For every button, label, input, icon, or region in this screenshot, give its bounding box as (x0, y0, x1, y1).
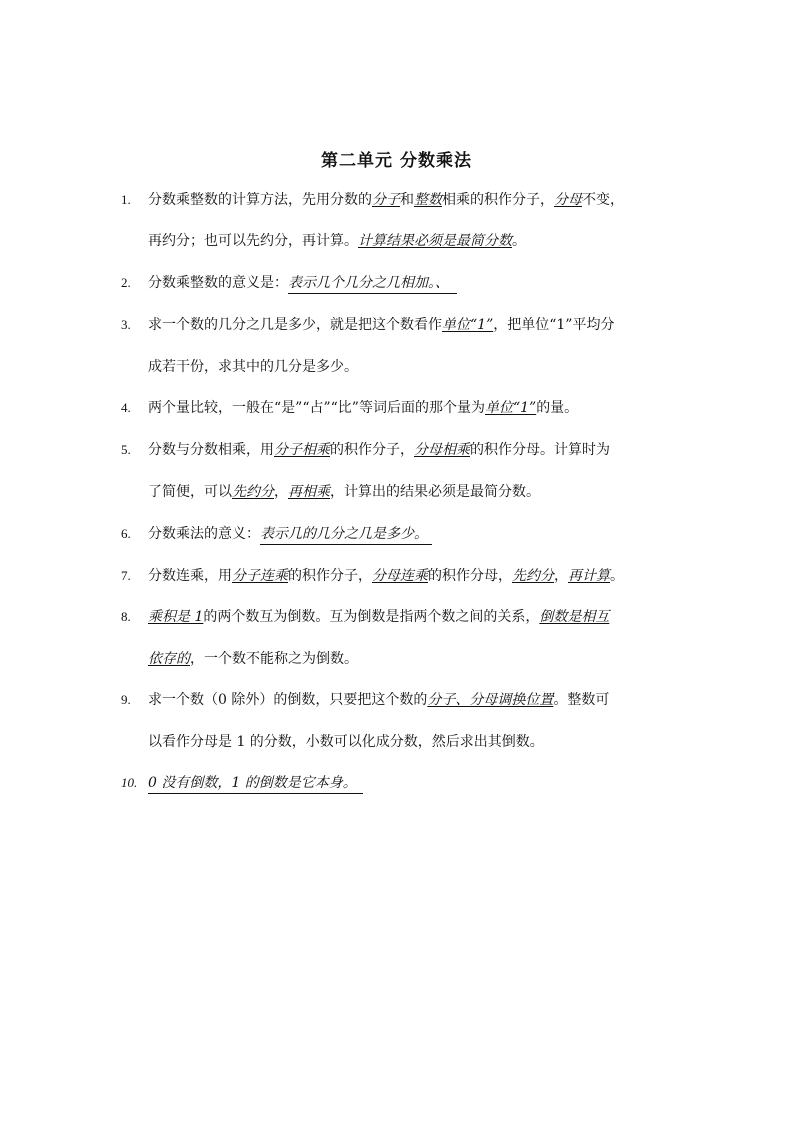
text-segment: 分数连乘，用 (148, 568, 232, 584)
underlined-answer: 计算结果必须是最简分数 (358, 233, 512, 249)
text-segment: 的积作分子， (288, 568, 372, 584)
text-segment: 的积作分母， (428, 568, 512, 584)
text-segment: 分数乘整数的意义是： (148, 275, 288, 291)
item-number: 6. (121, 526, 131, 541)
text-segment: 以看作分母是 1 的分数，小数可以化成分数，然后求出其倒数。 (148, 734, 544, 750)
text-segment: 再约分；也可以先约分，再计算。 (148, 233, 358, 249)
list-item-continuation (148, 649, 688, 669)
text-segment: 的量。 (536, 400, 579, 416)
item-number: 5. (121, 442, 131, 457)
list-item (121, 315, 688, 335)
text-segment: 的两个数互为倒数。互为倒数是指两个数之间的关系， (203, 609, 540, 625)
underlined-answer: 分母连乘 (372, 568, 428, 584)
list-item (121, 440, 688, 460)
underlined-answer: 分子、分母调换位置 (427, 692, 554, 708)
underlined-answer: 先约分 (232, 484, 274, 500)
page-title: 第二单元 分数乘法 (321, 151, 472, 171)
text-segment: 分数乘法的意义： (148, 526, 260, 542)
list-item-continuation (148, 482, 688, 502)
list-item-continuation (148, 732, 688, 752)
text-segment: 。 (610, 568, 624, 584)
text-segment: 。 (512, 233, 526, 249)
underlined-answer: 依存的 (148, 651, 190, 667)
text-segment: 了简便，可以 (148, 484, 232, 500)
underlined-answer: 乘积是 1 (148, 609, 204, 625)
text-segment: 分数与分数相乘，用 (148, 442, 274, 458)
list-item (121, 607, 688, 627)
list-item-continuation (148, 231, 688, 251)
underlined-answer: 整数 (414, 192, 442, 208)
text-segment: 求一个数（0 除外）的倒数，只要把这个数的 (148, 692, 428, 708)
text-segment: 的积作分母。计算时为 (470, 442, 610, 458)
text-segment: 求一个数的几分之几是多少，就是把这个数看作 (148, 317, 442, 333)
text-segment: ，一个数不能称之为倒数。 (190, 651, 358, 667)
underlined-answer: 倒数是相互 (539, 609, 610, 625)
underlined-answer: 单位“1” (442, 317, 494, 333)
underlined-answer: 分子 (372, 192, 400, 208)
item-number: 2. (121, 275, 131, 290)
list-item (121, 190, 688, 210)
item-number: 1. (121, 192, 131, 207)
underlined-answer: 先约分 (512, 568, 554, 584)
underlined-answer: 分母相乘 (414, 442, 470, 458)
text-segment: ， (554, 568, 568, 584)
text-segment: ， (274, 484, 288, 500)
text-segment: 不变， (582, 192, 624, 208)
list-item-continuation (148, 357, 688, 377)
text-segment: 成若干份，求其中的几分是多少。 (148, 359, 358, 375)
text-segment: 。整数可 (553, 692, 610, 708)
underlined-answer: 分母 (554, 192, 582, 208)
item-number: 10. (121, 775, 138, 790)
list-item (121, 566, 688, 586)
list-item (121, 524, 688, 545)
underlined-answer: 再计算 (568, 568, 610, 584)
text-segment: 分数乘整数的计算方法，先用分数的 (148, 192, 372, 208)
text-segment: 两个量比较，一般在“是”“占”“比”等词后面的那个量为 (148, 400, 485, 416)
item-number: 8. (121, 609, 131, 624)
text-segment: ，计算出的结果必须是最简分数。 (330, 484, 540, 500)
text-segment: 的积作分子， (330, 442, 414, 458)
text-segment: ，把单位“1”平均分 (493, 317, 615, 333)
underlined-answer: 表示几个几分之几相加。、 (288, 274, 457, 294)
item-number: 7. (121, 568, 131, 583)
underlined-answer: 0 没有倒数，1 的倒数是它本身。 (148, 774, 363, 794)
underlined-answer: 单位“1” (484, 400, 537, 416)
underlined-answer: 再相乘 (288, 484, 330, 500)
text-segment: 和 (400, 192, 414, 208)
list-item (121, 690, 688, 710)
item-number: 9. (121, 692, 131, 707)
list-item (121, 773, 688, 794)
list-item (121, 273, 688, 294)
item-number: 4. (121, 400, 131, 415)
item-number: 3. (121, 317, 131, 332)
list-item (121, 398, 688, 418)
underlined-answer: 表示几的几分之几是多少。 (260, 525, 432, 545)
underlined-answer: 分子相乘 (274, 442, 330, 458)
text-segment: 相乘的积作分子， (442, 192, 554, 208)
underlined-answer: 分子连乘 (232, 568, 288, 584)
